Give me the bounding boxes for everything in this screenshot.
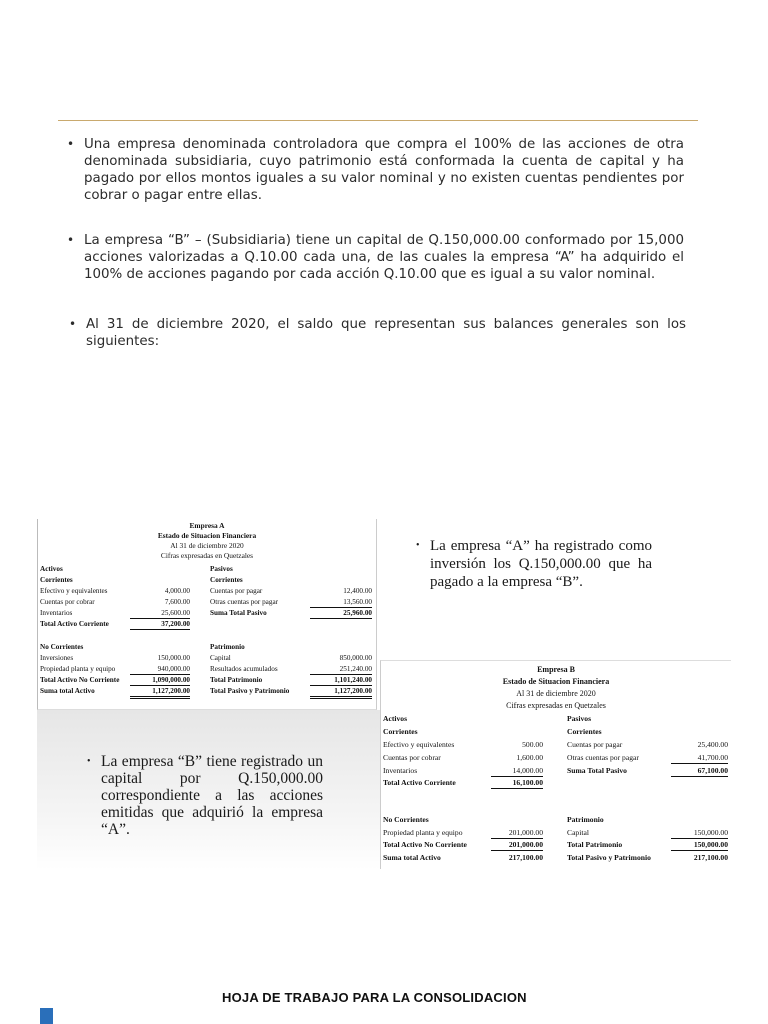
row-value: 850,000.00	[339, 654, 372, 662]
row-label: Otras cuentas por pagar	[210, 598, 279, 606]
row-label: Capital	[210, 654, 231, 662]
row-value: 12,400.00	[343, 587, 372, 595]
bullet-dot-icon: •	[69, 317, 77, 331]
row-total-label: Total Pasivo y Patrimonio	[567, 853, 651, 862]
row-label: Cuentas por pagar	[567, 740, 623, 749]
row-total-value: 150,000.00	[671, 840, 728, 851]
bullet-dot-icon: •	[67, 137, 75, 151]
row-total-value: 16,100.00	[491, 778, 543, 789]
section-pasivos: Pasivos	[567, 714, 592, 723]
row-total-label: Total Patrimonio	[210, 676, 263, 684]
row-total-value: 217,100.00	[693, 853, 728, 862]
row-total-label: Total Activo Corriente	[40, 620, 109, 628]
statement-title: Estado de Situacion Financiera	[502, 677, 610, 686]
row-value: 150,000.00	[671, 828, 728, 839]
section-patrimonio: Patrimonio	[210, 643, 245, 651]
statement-empresa-a	[37, 519, 377, 710]
statement-header	[38, 521, 376, 561]
row-label: Efectivo y equivalentes	[40, 587, 108, 595]
row-total-value: 25,960.00	[310, 609, 372, 619]
row-total-value: 37,200.00	[130, 620, 190, 630]
row-value: 25,400.00	[697, 740, 728, 749]
section-activos: Activos	[383, 714, 408, 723]
row-value: 25,600.00	[130, 609, 190, 619]
row-label: Inventarios	[40, 609, 73, 617]
row-label: Cuentas por pagar	[210, 587, 263, 595]
section-pasivos: Pasivos	[210, 565, 233, 573]
statement-date: Al 31 de diciembre 2020	[516, 689, 596, 698]
row-total-value: 217,100.00	[508, 853, 543, 862]
worksheet-title: HOJA DE TRABAJO PARA LA CONSOLIDACION	[222, 990, 527, 1005]
row-value: 41,700.00	[671, 753, 728, 764]
row-label: Cuentas por cobrar	[383, 753, 441, 762]
bullet-item	[67, 136, 684, 204]
note-text: La empresa “A” ha registrado como inversión los Q.150,000.00 que ha pagado a la empresa “B”.	[430, 538, 652, 590]
row-total-value: 201,000.00	[491, 840, 543, 851]
row-total-value: 1,090,000.00	[130, 676, 190, 686]
statement-empresa-b	[380, 660, 731, 869]
row-label: Propiedad planta y equipo	[40, 665, 116, 673]
corner-marker	[40, 1008, 53, 1024]
row-label: Inventarios	[383, 766, 418, 775]
note-text: La empresa “B” tiene registrado un capital por Q.150,000.00 correspondiente a las acciones emitidas que adquirió la empresa “A”.	[101, 753, 323, 838]
bullet-dot-icon: •	[67, 233, 75, 247]
bullet-text: La empresa “B” – (Subsidiaria) tiene un capital de Q.150,000.00 conformado por 15,000 acciones valorizadas a Q.10.00 cada una, de las cuales la empresa “A” ha adquirido el 100% de acciones pagando por cada acción Q.10.00 que es igual a su valor nominal.	[84, 233, 684, 282]
section-pasivo-corrientes: Corrientes	[567, 727, 602, 736]
statement-currency: Cifras expresadas en Quetzales	[506, 701, 606, 710]
note-empresa-a	[416, 537, 652, 591]
section-no-corrientes: No Corrientes	[383, 815, 429, 824]
row-value: 7,600.00	[164, 598, 190, 606]
row-label: Inversiones	[40, 654, 74, 662]
row-value: 150,000.00	[157, 654, 190, 662]
row-total-label: Total Pasivo y Patrimonio	[210, 687, 290, 695]
row-value: 201,000.00	[491, 828, 543, 839]
row-label: Otras cuentas por pagar	[567, 753, 639, 762]
statement-date: Al 31 de diciembre 2020	[170, 541, 244, 550]
row-value: 500.00	[522, 740, 543, 749]
row-total-label: Suma Total Pasivo	[567, 766, 627, 775]
row-value: 940,000.00	[130, 665, 190, 675]
statement-header	[381, 664, 731, 712]
row-total-value: 1,127,200.00	[130, 687, 190, 699]
row-label: Efectivo y equivalentes	[383, 740, 455, 749]
row-total-label: Total Activo No Corriente	[383, 840, 467, 849]
row-total-label: Suma total Activo	[383, 853, 441, 862]
bullet-item	[67, 232, 684, 283]
header-rule	[58, 120, 698, 121]
company-name: Empresa A	[189, 521, 225, 530]
section-no-corrientes: No Corrientes	[40, 643, 84, 651]
row-total-label: Suma total Activo	[40, 687, 95, 695]
bullet-dot-icon: •	[416, 540, 420, 551]
note-empresa-b	[87, 753, 323, 838]
row-value: 14,000.00	[491, 766, 543, 777]
row-label: Propiedad planta y equipo	[383, 828, 463, 837]
row-label: Resultados acumulados	[210, 665, 278, 673]
row-value: 13,560.00	[310, 598, 372, 608]
company-name: Empresa B	[537, 665, 575, 674]
bullet-dot-icon: •	[87, 756, 91, 767]
row-total-value: 67,100.00	[671, 766, 728, 777]
row-value: 1,600.00	[516, 753, 543, 762]
section-corrientes: Corrientes	[383, 727, 418, 736]
bullet-text: Al 31 de diciembre 2020, el saldo que representan sus balances generales son los siguientes:	[86, 317, 686, 349]
bullet-item	[69, 316, 686, 350]
row-total-label: Total Activo Corriente	[383, 778, 456, 787]
statement-title: Estado de Situacion Financiera	[157, 531, 257, 540]
row-label: Cuentas por cobrar	[40, 598, 95, 606]
bullet-text: Una empresa denominada controladora que compra el 100% de las acciones de otra denominada subsidiaria, cuyo patrimonio está conformada la cuenta de capital y ha pagado por ellos montos iguales a su valor nominal y no existen cuentas pendientes por cobrar o pagar entre ellas.	[84, 137, 684, 203]
row-value: 251,240.00	[310, 665, 372, 675]
row-value: 4,000.00	[164, 587, 190, 595]
row-label: Capital	[567, 828, 589, 837]
row-total-label: Suma Total Pasivo	[210, 609, 267, 617]
statement-currency: Cifras expresadas en Quetzales	[160, 551, 254, 560]
section-corrientes: Corrientes	[40, 576, 73, 584]
section-pasivo-corrientes: Corrientes	[210, 576, 243, 584]
row-total-label: Total Activo No Corriente	[40, 676, 120, 684]
row-total-label: Total Patrimonio	[567, 840, 623, 849]
row-total-value: 1,127,200.00	[310, 687, 372, 699]
section-patrimonio: Patrimonio	[567, 815, 604, 824]
section-activos: Activos	[40, 565, 63, 573]
row-total-value: 1,101,240.00	[310, 676, 372, 686]
